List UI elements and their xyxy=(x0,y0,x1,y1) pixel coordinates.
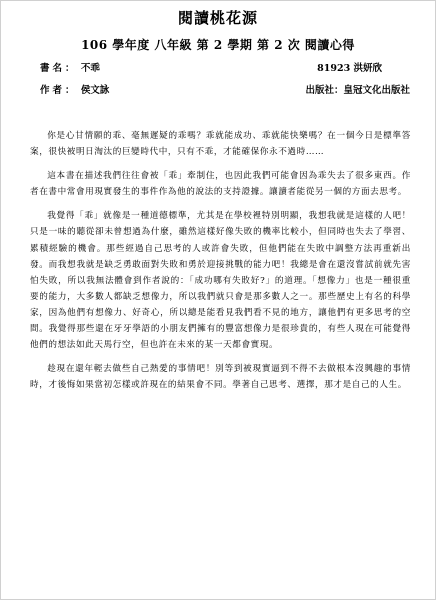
essay-paragraph: 這本書在描述我們往往會被「乖」牽制住，也因此我們可能會因為乖失去了很多東西。作者在書中常會用現實發生的事件作為他的說法的支持證據。讓讀者能從另一個的方面去思考。 xyxy=(30,171,411,198)
publisher-field xyxy=(305,82,410,96)
author-value: 侯文詠 xyxy=(80,85,110,96)
book-title-field xyxy=(40,60,100,74)
book-title-label: 書名： xyxy=(40,63,78,74)
essay-body xyxy=(30,128,411,401)
essay-paragraph: 你是心甘情願的乖、毫無遲疑的乖嗎？乖就能成功、乖就能快樂嗎？在一個今日是標準答案，很快被明日淘汰的巨變時代中，只有不乖，才能確保你永不過時…… xyxy=(30,131,411,158)
essay-paragraph: 趁現在還年輕去做些自己熱愛的事情吧！別等到被現實逼到不得不去做根本沒興趣的事情時，才後悔如果當初怎樣或許現在的結果會不同。學著自己思考、選擇，那才是自己的人生。 xyxy=(30,364,411,391)
author-field xyxy=(40,82,109,96)
author-label: 作者： xyxy=(40,85,78,96)
book-title-value: 不乖 xyxy=(80,63,100,74)
page-title: 閱讀桃花源 xyxy=(177,9,258,27)
essay-paragraph: 我覺得「乖」就像是一種道德標準，尤其是在學校裡特別明顯，我想我就是這樣的人吧！只是一味的聽從卻未曾想過為什麼，雖然這樣好像失敗的機率比較小，但同時也失去了學習、累積經驗的機會。那些經過自己思考的人或許會失敗，但他們能在失敗中調整方法再重新出發。而我想我就是缺乏勇敢面對失敗和勇於迎接挑戰的能力吧！我總是會在還沒嘗試前就先害怕失敗，所以我無法體會到作者說的：「成功哪有失敗好?」的道理。「想像力」也是一種很重要的能力，大多數人都缺乏想像力，所以我們就只會是那多數人之一。那些歷史上有名的科學家，因為他們有想像力、好奇心，所以總是能看見我們看不見的地方，讓他們有更多思考的空間。我覺得那些還在牙牙學語的小朋友們擁有的豐富想像力是很珍貴的，有些人現在可能覺得他們的想法如此天馬行空，但也許在未來的某一天都會實現。 xyxy=(30,211,411,351)
publisher-label: 出版社： xyxy=(305,85,344,96)
publisher-value: 皇冠文化出版社 xyxy=(343,85,410,96)
page-subtitle: 106 學年度 八年級 第 2 學期 第 2 次 閱讀心得 xyxy=(81,38,355,52)
student-id: 81923 洪妍欣 xyxy=(317,63,382,74)
